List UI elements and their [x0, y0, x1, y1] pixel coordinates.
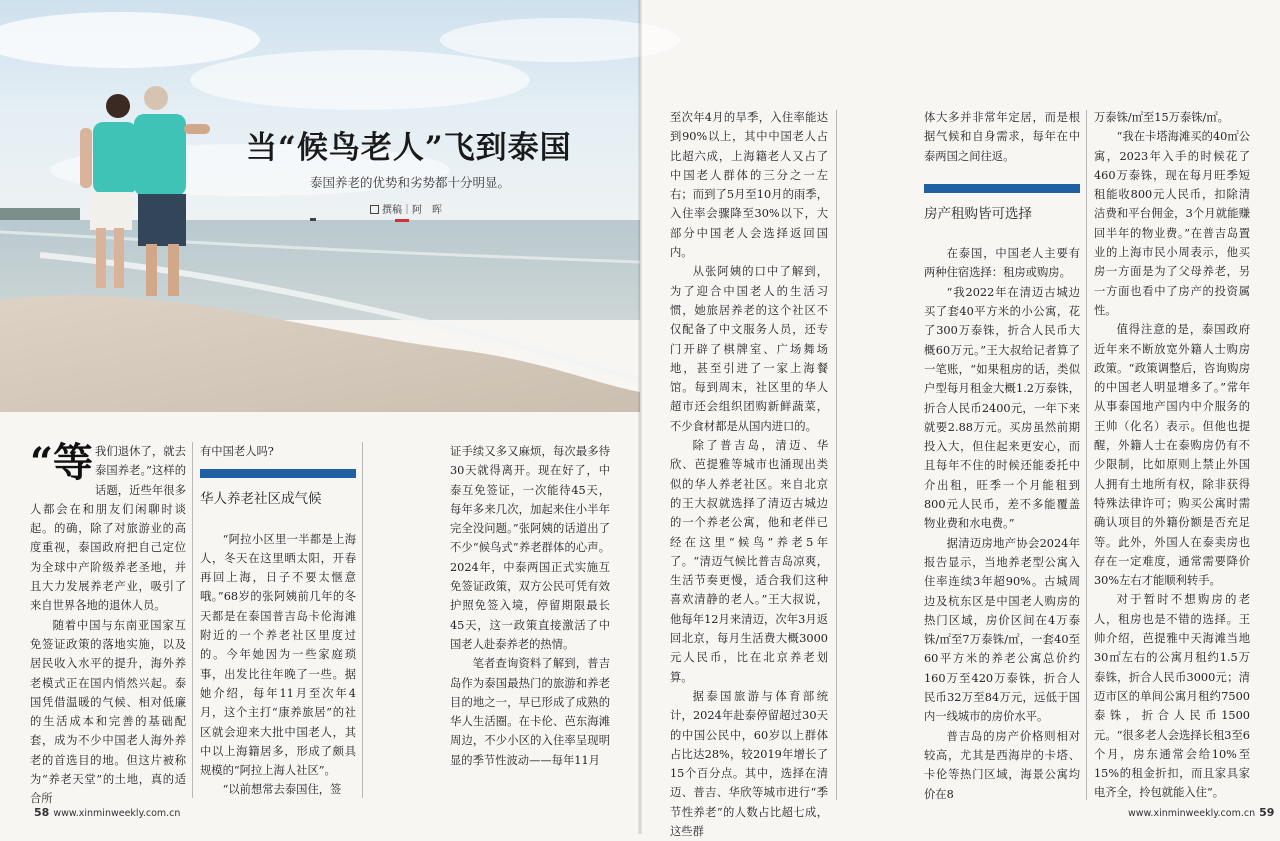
section-title: 房产租购皆可选择 [924, 205, 1032, 222]
column-rule [362, 442, 363, 798]
paragraph: “以前想常去泰国住，签 [222, 783, 342, 797]
column-2 [200, 442, 356, 800]
page-gutter [638, 0, 642, 834]
paragraph: 我们退休了，就去泰国养老。”这样的话题，近些年很多人都会在和朋友们闲聊时谈起。的确，除了对旅游业的高度重视，泰国政府把自己定位为全球中产阶级养老圣地，并且大力发展养老产业，吸引了来自世界各地的退休人员。 [30, 445, 186, 613]
article-byline [370, 201, 576, 216]
beach-photo [0, 0, 640, 412]
column-rule [192, 442, 193, 798]
section-title: 华人养老社区成气候 [200, 491, 322, 508]
column-4 [670, 108, 828, 838]
paragraph: “我在卡塔海滩买的40㎡公寓，2023年入手的时候花了460万泰铢，现在每月旺季短租能收800元人民币，扣除清洁费和平台佣金，3个月就能赚回半年的物业费。”在普吉岛置业的上海市民小周表示，他买房一方面是为了父母养老，另一方面也看中了房产的投资属性。 [1094, 130, 1250, 317]
paragraph: 据泰国旅游与体育部统计，2024年赴泰停留超过30天的中国公民中，60岁以上群体占比达28%，较2019年增长了15个百分点。其中，选择在清迈、普吉、华欣等城市进行“季节性养老”的人数占比超七成，这些群 [670, 689, 828, 838]
paragraph: 证手续又多又麻烦，每次最多待30天就得离开。现在好了，中泰互免签证，一次能待45天，每年多来几次，加起来住小半年完全没问题。”张阿姨的话道出了不少“候鸟式”养老群体的心声。2024年，中泰两国正式实施互免签证政策，双方公民可凭有效护照免签入境，停留期限最长45天，这一政策直接激活了中国老人赴泰养老的热情。 [450, 445, 610, 651]
dropcap-paragraph [30, 439, 186, 616]
column-6 [1094, 108, 1250, 800]
paragraph: 至次年4月的旱季，入住率能达到90%以上，其中中国老人占比超六成，上海籍老人又占了中国老人群体的三分之一左右；而到了5月至10月的雨季，入住率会骤降至30%以下，大部分中国老人会选择返回国内。 [670, 111, 828, 260]
article-subhead: 泰国养老的优势和劣势都十分明显。 [310, 175, 511, 190]
paragraph: 值得注意的是，泰国政府近年来不断放宽外籍人士购房政策。“政策调整后，咨询购房的中国老人明显增多了。”常年从事泰国地产国内中介服务的王帅（化名）表示。但他也提醒，外籍人士在泰购房仍有不少限制，比如原则上禁止外国人拥有土地所有权，除非获得特殊法律许可；购买公寓时需确认项目的外籍份额是否充足等。此外，外国人在泰卖房也存在一定难度，通常需要降价30%左右才能顺利转手。 [1094, 323, 1250, 588]
paragraph: 万泰铢/㎡至15万泰铢/㎡。 [1094, 111, 1229, 124]
right-site-url: www.xinminweekly.com.cn [1128, 808, 1256, 819]
column-5 [924, 108, 1080, 800]
right-folio [1128, 806, 1278, 819]
right-page-number: 59 [1259, 806, 1275, 819]
column-rule [836, 110, 837, 800]
paragraph: 对于暂时不想购房的老人，租房也是不错的选择。王帅介绍，芭提雅中天海滩当地30㎡左右的公寓月租约1.5万泰铢，折合人民币3000元；清迈市区的单间公寓月租约7500泰铢，折合人民币1500元。“很多老人会选择长租3至6个月，房东通常会给10%至15%的租金折扣，而且家具家电齐全，拎包就能入住”。 [1094, 593, 1250, 800]
article-title-block [246, 122, 576, 216]
section-bar [200, 469, 356, 478]
paragraph: 普吉岛的房产价格则相对较高，尤其是西海岸的卡塔、卡伦等热门区域，海景公寓均价在8 [924, 729, 1080, 801]
paragraph: 笔者查询资料了解到，普吉岛作为泰国最热门的旅游和养老目的地之一，早已形成了成熟的华人生活圈。在卡伦、芭东海滩周边，不少小区的入住率呈现明显的季节性波动——每年11月 [450, 657, 610, 767]
paragraph: “阿拉小区里一半都是上海人，冬天在这里晒太阳，开春再回上海，日子不要太惬意哦。”68岁的张阿姨前几年的冬天都是在泰国普吉岛卡伦海滩附近的一个养老社区里度过的。今年她因为一些家庭琐事，出发比往年晚了一些。据她介绍，每年11月至次年4月，这个主打“康养旅居”的社区就会迎来大批中国老人，其中以上海籍居多，形成了颇具规模的“阿拉上海人社区”。 [200, 532, 356, 778]
paragraph: “我2022年在清迈古城边买了套40平方米的小公寓，花了300万泰铢，折合人民币大概60万元。”王大叔给记者算了一笔账，“如果租房的话，类似户型每月租金大概1.2万泰铢，折合人民币2400元，一年下来就要2.88万元。买房虽然前期投入大，但住起来更安心，而且每年不住的时候还能委托中介出租，旺季一个月能租到800元人民币，差不多能覆盖物业费和水电费。” [924, 285, 1080, 531]
byline-text: 撰稿｜阿 晖 [382, 205, 442, 216]
paragraph: 据清迈房地产协会2024年报告显示，当地养老型公寓入住率连续3年超90%。古城周边及杭东区是中国老人购房的热门区域，房价区间在4万泰铢/㎡至7万泰铢/㎡，一套40至60平方米的养老公寓总价约160万至420万泰铢，折合人民币32万至84万元，远低于国内一线城市的房价水平。 [924, 536, 1080, 724]
paragraph: 从张阿姨的口中了解到，为了迎合中国老人的生活习惯，她旅居养老的这个社区不仅配备了中文服务人员，还专门开辟了棋牌室、广场舞场地，甚至引进了一家上海餐馆。每到周末，社区里的华人超市还会组织团购新鲜蔬菜，不少食材都是从国内进口的。 [670, 265, 828, 433]
article-headline: 当“候鸟老人”飞到泰国 [246, 130, 572, 166]
pen-icon [370, 205, 379, 214]
paragraph: 除了普吉岛，清迈、华欣、芭提雅等城市也涌现出类似的华人养老社区。来自北京的王大叔就选择了清迈古城边的一个养老公寓，他和老伴已经在这里“候鸟”养老5年了。“清迈气候比普吉岛凉爽，生活节奏更慢，适合我们这种喜欢清静的老人。”王大叔说，他每年12月来清迈，次年3月返回北京，每月生活费大概3000元人民币，比在北京养老划算。 [670, 439, 828, 684]
column-rule [1086, 110, 1087, 800]
paragraph: 在泰国，中国老人主要有两种住宿选择：租房或购房。 [924, 247, 1080, 280]
left-site-url: www.xinminweekly.com.cn [53, 808, 181, 819]
dropcap: “等 [30, 439, 94, 486]
paragraph: 体大多并非常年定居，而是根据气候和自身需求，每年在中泰两国之间往返。 [924, 111, 1080, 163]
paragraph: 随着中国与东南亚国家互免签证政策的落地实施，以及居民收入水平的提升，海外养老模式正在国内悄然兴起。泰国凭借温暖的气候、相对低廉的生活成本和完善的基础配套，成为不少中国老人海外养老的首选目的地。但这片被称为“养老天堂”的土地，真的适合所 [30, 618, 186, 806]
left-folio [30, 806, 180, 819]
left-page-number: 58 [34, 806, 50, 819]
column-1 [30, 439, 186, 806]
section-bar [924, 184, 1080, 193]
paragraph: 有中国老人吗? [200, 445, 274, 458]
column-3 [450, 442, 610, 800]
